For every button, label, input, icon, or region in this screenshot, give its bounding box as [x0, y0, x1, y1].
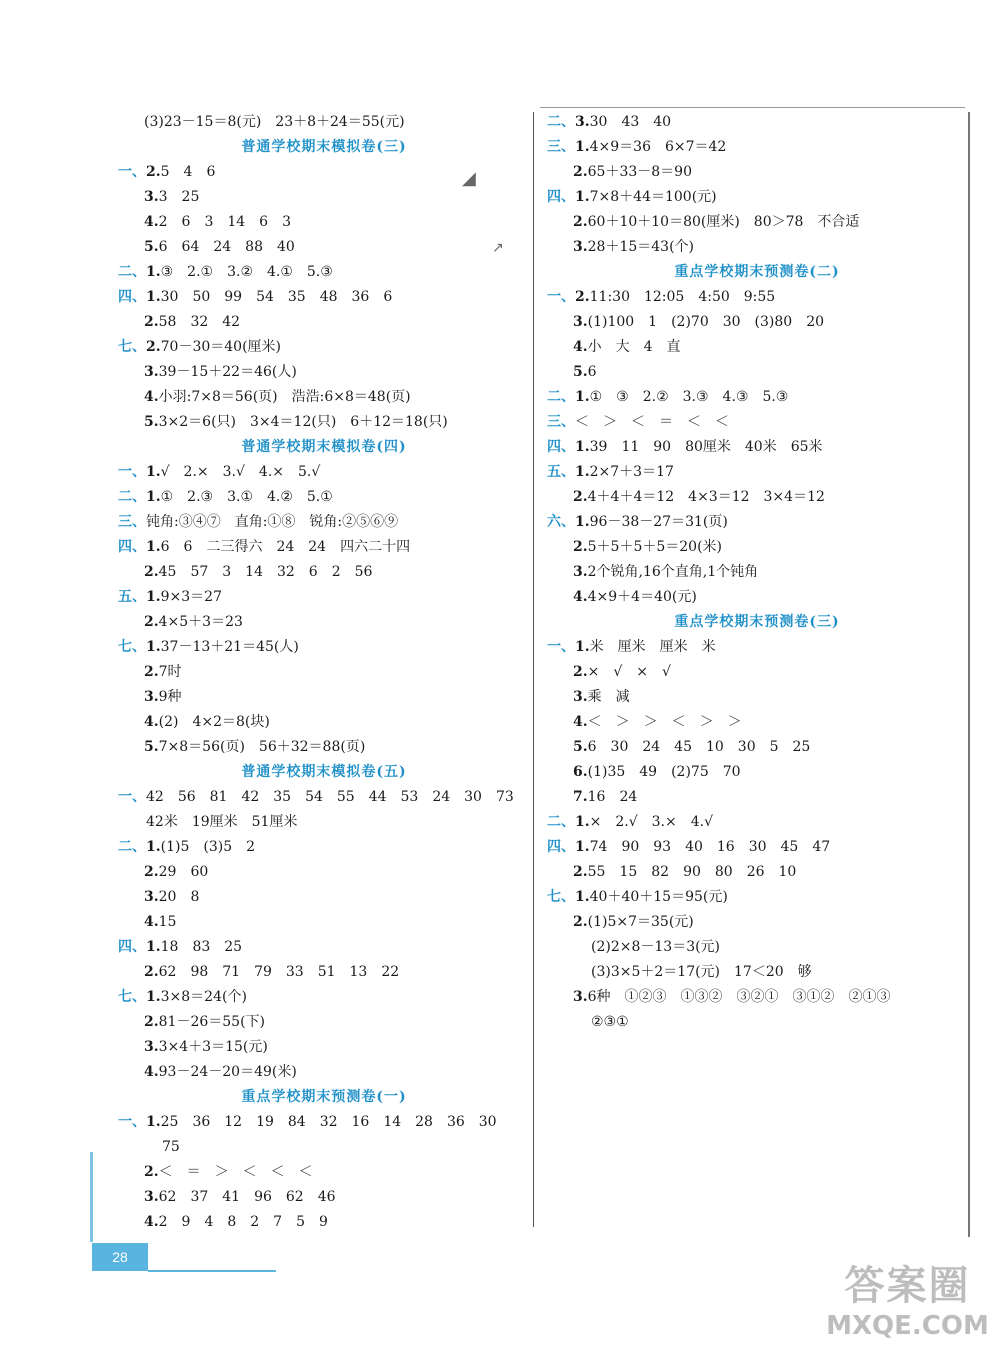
answer-line [118, 960, 530, 985]
answer-line [547, 585, 967, 610]
right-column [547, 110, 967, 1035]
answer-line [118, 810, 530, 835]
question-number: 4. [144, 214, 159, 230]
answer-line [547, 335, 967, 360]
answer-text: (2) 4×2＝8(块) [158, 714, 270, 730]
answer-text: 30 43 40 [589, 114, 672, 130]
section-marker: 四、 [547, 439, 575, 455]
answer-line [118, 510, 530, 535]
answer-line [547, 535, 967, 560]
answer-line [547, 960, 967, 985]
answer-line [118, 110, 530, 135]
question-number: 2. [144, 1014, 159, 1030]
answer-text: 37－13＋21＝45(人) [160, 639, 299, 655]
question-number: 2. [144, 1164, 159, 1180]
section-marker: 七、 [118, 339, 146, 355]
answer-line [118, 835, 530, 860]
answer-line [547, 285, 967, 310]
answer-text: 4×9＝36 6×7＝42 [589, 139, 727, 155]
answer-text: 2个锐角,16个直角,1个钝角 [587, 564, 759, 580]
answer-line [118, 685, 530, 710]
answer-text: 6 [587, 364, 597, 380]
answer-text: 55 15 82 90 80 26 10 [587, 864, 797, 880]
section-marker: 四、 [118, 539, 146, 555]
question-number: 3. [573, 314, 588, 330]
answer-text: × 2.√ 3.× 4.√ [589, 814, 713, 830]
answer-line [118, 235, 530, 260]
question-number: 3. [144, 1039, 159, 1055]
answer-text: ① ③ 2.② 3.③ 4.③ 5.③ [589, 389, 789, 405]
question-number: 2. [146, 339, 161, 355]
answer-text: 81－26＝55(下) [158, 1014, 265, 1030]
answer-text: 4＋4＋4＝12 4×3＝12 3×4＝12 [587, 489, 825, 505]
answer-line [547, 710, 967, 735]
answer-line [118, 1110, 530, 1135]
question-number: 3. [573, 989, 588, 1005]
answer-line [547, 110, 967, 135]
question-number: 2. [144, 314, 159, 330]
answer-line [547, 235, 967, 260]
answer-line [118, 360, 530, 385]
question-number: 5. [144, 739, 159, 755]
answer-line [547, 135, 967, 160]
answer-text: 11:30 12:05 4:50 9:55 [589, 289, 776, 305]
answer-text: (1)5×7＝35(元) [587, 914, 694, 930]
watermark-logo [820, 1262, 995, 1347]
question-number: 4. [144, 1214, 159, 1230]
answer-text: × √ × √ [587, 664, 671, 680]
answer-line [547, 360, 967, 385]
answer-line [547, 635, 967, 660]
pencil-mark: ◢ [462, 168, 476, 189]
answer-text: 9种 [158, 689, 182, 705]
section-marker: 五、 [547, 464, 575, 480]
section-marker: 三、 [547, 139, 575, 155]
question-number: 4. [144, 714, 159, 730]
watermark-url: MXQE.COM [826, 1311, 989, 1341]
answer-line [118, 935, 530, 960]
answer-text: 9×3＝27 [160, 589, 222, 605]
answer-line [547, 485, 967, 510]
column-divider [533, 112, 534, 1227]
question-number: 4. [144, 389, 159, 405]
question-number: 4. [144, 1064, 159, 1080]
answer-text: 5 4 6 [160, 164, 216, 180]
answer-text: 62 37 41 96 62 46 [158, 1189, 336, 1205]
question-number: 7. [573, 789, 588, 805]
answer-line [118, 1035, 530, 1060]
answer-text: 3 25 [158, 189, 200, 205]
question-number: 2. [144, 614, 159, 630]
answer-text: 4×9＋4＝40(元) [587, 589, 697, 605]
question-number: 1. [575, 439, 590, 455]
section-heading: 普通学校期末模拟卷(三) [241, 139, 407, 155]
question-number: 3. [144, 1189, 159, 1205]
answer-text: (3)3×5＋2＝17(元) 17＜20 够 [591, 964, 812, 980]
section-marker: 二、 [547, 814, 575, 830]
section-marker: 一、 [118, 464, 146, 480]
section-marker: 四、 [118, 289, 146, 305]
answer-text: 3×4＋3＝15(元) [158, 1039, 268, 1055]
question-number: 1. [146, 264, 161, 280]
answer-line [547, 310, 967, 335]
question-number: 4. [573, 339, 588, 355]
answer-text: 6 30 24 45 10 30 5 25 [587, 739, 811, 755]
answer-text: 39－15＋22＝46(人) [158, 364, 297, 380]
section-marker: 二、 [118, 839, 146, 855]
answer-line [118, 560, 530, 585]
answer-line [547, 860, 967, 885]
answer-text: (3)23－15＝8(元) 23＋8＋24＝55(元) [144, 114, 405, 130]
answer-line [547, 735, 967, 760]
answer-line [118, 210, 530, 235]
question-number: 5. [573, 364, 588, 380]
answer-line [118, 485, 530, 510]
answer-line [118, 460, 530, 485]
answer-line [118, 310, 530, 335]
section-marker: 三、 [118, 514, 146, 530]
answer-line [547, 385, 967, 410]
answer-text: 93－24－20＝49(米) [158, 1064, 297, 1080]
answer-line [118, 860, 530, 885]
answer-line [118, 385, 530, 410]
question-number: 2. [573, 864, 588, 880]
answer-line [118, 635, 530, 660]
question-number: 2. [146, 164, 161, 180]
question-number: 2. [573, 914, 588, 930]
answer-line [547, 910, 967, 935]
section-marker: 四、 [547, 839, 575, 855]
page-number: 28 [92, 1243, 148, 1271]
answer-line [118, 985, 530, 1010]
answer-text: 小羽:7×8＝56(页) 浩浩:6×8＝48(页) [158, 389, 411, 405]
question-number: 4. [573, 714, 588, 730]
section-marker: 七、 [118, 989, 146, 1005]
section-marker: 一、 [547, 639, 575, 655]
section-marker: 二、 [547, 114, 575, 130]
answer-line [118, 735, 530, 760]
section-marker: 一、 [547, 289, 575, 305]
question-number: 2. [144, 964, 159, 980]
answer-text: 15 [158, 914, 177, 930]
answer-text: ＜ ＝ ＞ ＜ ＜ ＜ [158, 1164, 313, 1180]
answer-text: 62 98 71 79 33 51 13 22 [158, 964, 400, 980]
answer-text: 18 83 25 [160, 939, 243, 955]
answer-text: (1)35 49 (2)75 70 [587, 764, 741, 780]
answer-line [547, 410, 967, 435]
answer-text: 7×8＋44＝100(元) [589, 189, 717, 205]
answer-line [118, 585, 530, 610]
section-marker: 一、 [118, 164, 146, 180]
answer-line [118, 285, 530, 310]
answer-line [547, 985, 967, 1010]
question-number: 5. [144, 239, 159, 255]
answer-line [547, 760, 967, 785]
answer-text: (1)5 (3)5 2 [160, 839, 256, 855]
watermark-text: 答案圈 [844, 1263, 971, 1309]
answer-line [118, 1060, 530, 1085]
question-number: 4. [144, 914, 159, 930]
pencil-mark: ↗ [492, 240, 504, 256]
question-number: 1. [146, 1114, 161, 1130]
answer-text: 96－38－27＝31(页) [589, 514, 728, 530]
answer-line [547, 810, 967, 835]
answer-text: 7×8＝56(页) 56＋32＝88(页) [158, 739, 366, 755]
top-rule [540, 107, 965, 108]
answer-text: ① 2.③ 3.① 4.② 5.① [160, 489, 333, 505]
answer-line [547, 210, 967, 235]
question-number: 1. [146, 589, 161, 605]
section-heading: 普通学校期末模拟卷(五) [241, 764, 407, 780]
question-number: 5. [573, 739, 588, 755]
answer-line [118, 410, 530, 435]
answer-text: 25 36 12 19 84 32 16 14 28 36 30 [160, 1114, 497, 1130]
answer-text: 30 50 99 54 35 48 36 6 [160, 289, 393, 305]
question-number: 1. [575, 814, 590, 830]
answer-line [547, 785, 967, 810]
section-marker: 五、 [118, 589, 146, 605]
answer-line [118, 260, 530, 285]
question-number: 4. [573, 589, 588, 605]
question-number: 2. [573, 539, 588, 555]
answer-text: 45 57 3 14 32 6 2 56 [158, 564, 373, 580]
answer-text: 4×5＋3＝23 [158, 614, 243, 630]
answer-text: 2 6 3 14 6 3 [158, 214, 291, 230]
right-edge-rule [968, 112, 970, 1237]
answer-text: 5＋5＋5＋5＝20(米) [587, 539, 722, 555]
answer-text: 小 大 4 直 [587, 339, 681, 355]
answer-line [547, 935, 967, 960]
answer-line [547, 660, 967, 685]
question-number: 3. [144, 889, 159, 905]
answer-text: 29 60 [158, 864, 209, 880]
answer-line [118, 885, 530, 910]
question-number: 1. [146, 464, 161, 480]
answer-line [547, 885, 967, 910]
answer-line [118, 910, 530, 935]
answer-line [118, 1210, 530, 1235]
answer-text: 20 8 [158, 889, 200, 905]
section-marker: 一、 [118, 1114, 146, 1130]
answer-text: 60＋10＋10＝80(厘米) 80＞78 不合适 [587, 214, 860, 230]
answer-text: 16 24 [587, 789, 638, 805]
question-number: 1. [146, 489, 161, 505]
question-number: 1. [575, 514, 590, 530]
question-number: 3. [144, 689, 159, 705]
question-number: 1. [575, 389, 590, 405]
section-heading: 重点学校期末预测卷(一) [241, 1089, 407, 1105]
question-number: 2. [573, 214, 588, 230]
answer-line [547, 510, 967, 535]
question-number: 2. [573, 664, 588, 680]
section-marker: 四、 [547, 189, 575, 205]
answer-line [118, 535, 530, 560]
section-marker: 六、 [547, 514, 575, 530]
question-number: 1. [575, 639, 590, 655]
question-number: 3. [575, 114, 590, 130]
section-marker: 一、 [118, 789, 146, 805]
section-marker: 二、 [118, 489, 146, 505]
answer-line [118, 1135, 530, 1160]
answer-line [547, 560, 967, 585]
answer-text: 75 [162, 1139, 180, 1155]
question-number: 2. [573, 489, 588, 505]
question-number: 1. [575, 139, 590, 155]
section-heading: 重点学校期末预测卷(三) [674, 614, 840, 630]
section-heading: 普通学校期末模拟卷(四) [241, 439, 407, 455]
question-number: 1. [146, 939, 161, 955]
answer-line [547, 1010, 967, 1035]
question-number: 3. [144, 364, 159, 380]
answer-text: 42 56 81 42 35 54 55 44 53 24 30 73 [146, 789, 514, 805]
answer-text: ②③① [591, 1014, 629, 1030]
question-number: 3. [573, 689, 588, 705]
answer-text: 42米 19厘米 51厘米 [146, 814, 298, 830]
section-marker: 七、 [118, 639, 146, 655]
answer-text: 6 64 24 88 40 [158, 239, 295, 255]
question-number: 5. [144, 414, 159, 430]
question-number: 1. [146, 539, 161, 555]
answer-text: (2)2×8－13＝3(元) [591, 939, 721, 955]
answer-line [547, 160, 967, 185]
section-heading: 重点学校期末预测卷(二) [674, 264, 840, 280]
answer-line [547, 185, 967, 210]
question-number: 1. [146, 289, 161, 305]
answer-text: ＜ ＞ ＞ ＜ ＞ ＞ [587, 714, 742, 730]
question-number: 1. [146, 839, 161, 855]
question-number: 1. [146, 639, 161, 655]
answer-line [547, 685, 967, 710]
answer-text: 3×2＝6(只) 3×4＝12(只) 6＋12＝18(只) [158, 414, 448, 430]
question-number: 1. [575, 839, 590, 855]
answer-line [118, 710, 530, 735]
section-marker: 二、 [118, 264, 146, 280]
question-number: 3. [573, 239, 588, 255]
answer-text: ＜ ＞ ＜ ＝ ＜ ＜ [575, 414, 729, 430]
question-number: 1. [575, 889, 590, 905]
section-marker: 三、 [547, 414, 575, 430]
answer-text: 3×8＝24(个) [160, 989, 247, 1005]
answer-text: 6种 ①②③ ①③② ③②① ③①② ②①③ [587, 989, 891, 1005]
answer-line [547, 435, 967, 460]
left-column [118, 110, 530, 1235]
answer-text: 6 6 二三得六 24 24 四六二十四 [160, 539, 411, 555]
page-number-rule [148, 1270, 276, 1272]
answer-line [547, 835, 967, 860]
answer-text: 米 厘米 厘米 米 [589, 639, 716, 655]
question-number: 2. [144, 664, 159, 680]
section-marker: 七、 [547, 889, 575, 905]
question-number: 2. [144, 864, 159, 880]
answer-text: 钝角:③④⑦ 直角:①⑧ 锐角:②⑤⑥⑨ [146, 514, 399, 530]
answer-text: 28＋15＝43(个) [587, 239, 694, 255]
section-marker: 四、 [118, 939, 146, 955]
answer-text: 7时 [158, 664, 182, 680]
question-number: 1. [146, 989, 161, 1005]
answer-text: 乘 减 [587, 689, 630, 705]
answer-line [118, 610, 530, 635]
answer-text: 74 90 93 40 16 30 45 47 [589, 839, 831, 855]
answer-text: 40＋40＋15＝95(元) [589, 889, 728, 905]
question-number: 2. [573, 164, 588, 180]
answer-text: 2 9 4 8 2 7 5 9 [158, 1214, 328, 1230]
answer-text: 65＋33－8＝90 [587, 164, 692, 180]
answer-line [118, 1010, 530, 1035]
question-number: 1. [575, 464, 590, 480]
question-number: 6. [573, 764, 588, 780]
sidebar-bar [90, 1152, 93, 1242]
answer-text: ③ 2.① 3.② 4.① 5.③ [160, 264, 333, 280]
question-number: 3. [573, 564, 588, 580]
answer-text: (1)100 1 (2)70 30 (3)80 20 [587, 314, 825, 330]
question-number: 1. [575, 189, 590, 205]
answer-text: 58 32 42 [158, 314, 241, 330]
answer-line [118, 660, 530, 685]
answer-line [118, 335, 530, 360]
question-number: 3. [144, 189, 159, 205]
answer-line [118, 1160, 530, 1185]
answer-line [547, 460, 967, 485]
answer-line [118, 1185, 530, 1210]
question-number: 2. [575, 289, 590, 305]
answer-text: 2×7＋3＝17 [589, 464, 674, 480]
answer-text: 39 11 90 80厘米 40米 65米 [589, 439, 823, 455]
answer-text: √ 2.× 3.√ 4.× 5.√ [160, 464, 321, 480]
section-marker: 二、 [547, 389, 575, 405]
answer-line [118, 785, 530, 810]
answer-text: 70－30＝40(厘米) [160, 339, 281, 355]
question-number: 2. [144, 564, 159, 580]
